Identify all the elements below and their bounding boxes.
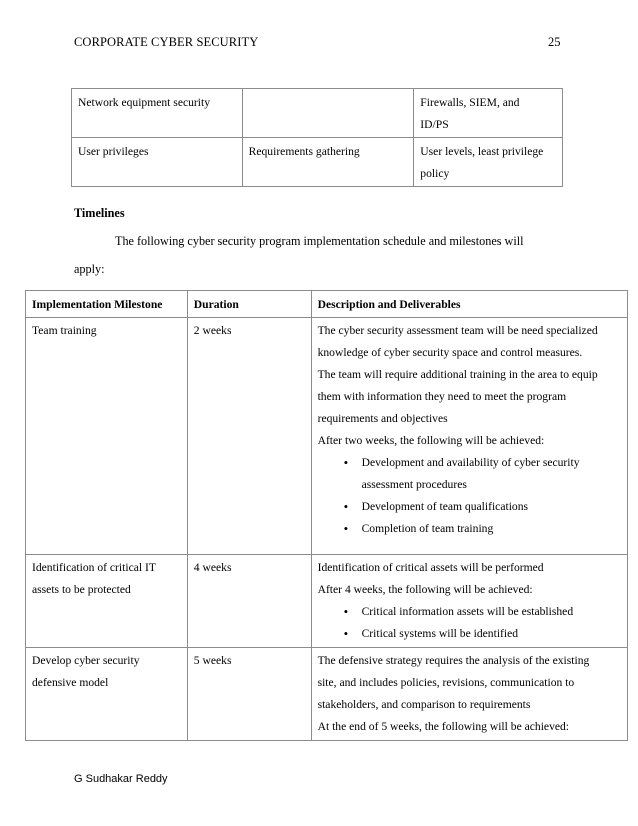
description-cell xyxy=(311,648,627,741)
bullet-item xyxy=(344,623,621,645)
bullet-item xyxy=(344,496,621,518)
bullet-text: • Development and availability of cyber security xyxy=(361,456,580,469)
table-cell xyxy=(414,138,563,187)
cell-line: assets to be protected xyxy=(32,583,131,596)
bullet-text: assessment procedures xyxy=(361,478,467,491)
cell-line: policy xyxy=(420,167,450,180)
cell-line: Develop cyber security xyxy=(32,654,140,667)
table-cell: User privileges xyxy=(72,138,243,187)
table-row xyxy=(26,555,628,648)
bullet-text: • Critical information assets will be established xyxy=(361,605,574,618)
milestone-cell xyxy=(26,648,188,741)
bullet-item xyxy=(344,452,621,496)
milestone-cell: Team training xyxy=(26,318,188,555)
column-header: Implementation Milestone xyxy=(26,291,188,318)
column-header: Description and Deliverables xyxy=(311,291,627,318)
bullet-text: • Development of team qualifications xyxy=(361,500,529,513)
table-cell: Requirements gathering xyxy=(242,138,414,187)
description-line: The defensive strategy requires the analysis of the existing xyxy=(317,654,590,667)
duration-cell: 5 weeks xyxy=(187,648,311,741)
bullet-item xyxy=(344,601,621,623)
footer-author: G Sudhakar Reddy xyxy=(74,773,168,785)
description-cell xyxy=(311,318,627,555)
intro-paragraph-line: apply: xyxy=(74,262,105,276)
description-cell xyxy=(311,555,627,648)
cell-line: ID/PS xyxy=(420,118,449,131)
bullet-text: • Completion of team training xyxy=(361,522,494,535)
description-line: After two weeks, the following will be achieved: xyxy=(317,434,545,447)
description-line: After 4 weeks, the following will be achieved: xyxy=(317,583,533,596)
column-header: Duration xyxy=(187,291,311,318)
cell-line: Identification of critical IT xyxy=(32,561,156,574)
description-line: requirements and objectives xyxy=(317,412,448,425)
description-line: Identification of critical assets will be performed xyxy=(317,561,544,574)
table-row xyxy=(72,138,563,187)
bullet-list xyxy=(318,601,621,645)
description-line: At the end of 5 weeks, the following will be achieved: xyxy=(317,720,570,733)
intro-paragraph-line: The following cyber security program implementation schedule and milestones will xyxy=(115,234,524,248)
controls-table xyxy=(71,88,563,187)
table-row xyxy=(26,648,628,741)
description-line: them with information they need to meet the program xyxy=(317,390,567,403)
duration-cell: 4 weeks xyxy=(187,555,311,648)
table-cell xyxy=(414,89,563,138)
table-row xyxy=(26,318,628,555)
cell-line: User levels, least privilege xyxy=(420,145,544,158)
cell-line: defensive model xyxy=(32,676,109,689)
page-number: 25 xyxy=(548,35,561,49)
description-line: The team will require additional training in the area to equip xyxy=(317,368,598,381)
table-row xyxy=(72,89,563,138)
table-cell: Network equipment security xyxy=(72,89,243,138)
description-line: knowledge of cyber security space and control measures. xyxy=(317,346,583,359)
description-line: site, and includes policies, revisions, communication to xyxy=(317,676,575,689)
bullet-list xyxy=(318,452,621,540)
section-heading: Timelines xyxy=(74,206,125,220)
running-header-title: CORPORATE CYBER SECURITY xyxy=(74,35,259,49)
description-line: stakeholders, and comparison to requirements xyxy=(317,698,531,711)
table-header-row xyxy=(26,291,628,318)
bullet-text: • Critical systems will be identified xyxy=(361,627,519,640)
schedule-table xyxy=(25,290,628,741)
table-cell xyxy=(242,89,414,138)
cell-line: Firewalls, SIEM, and xyxy=(420,96,520,109)
milestone-cell xyxy=(26,555,188,648)
bullet-item xyxy=(344,518,621,540)
description-line: The cyber security assessment team will be need specialized xyxy=(317,324,598,337)
duration-cell: 2 weeks xyxy=(187,318,311,555)
